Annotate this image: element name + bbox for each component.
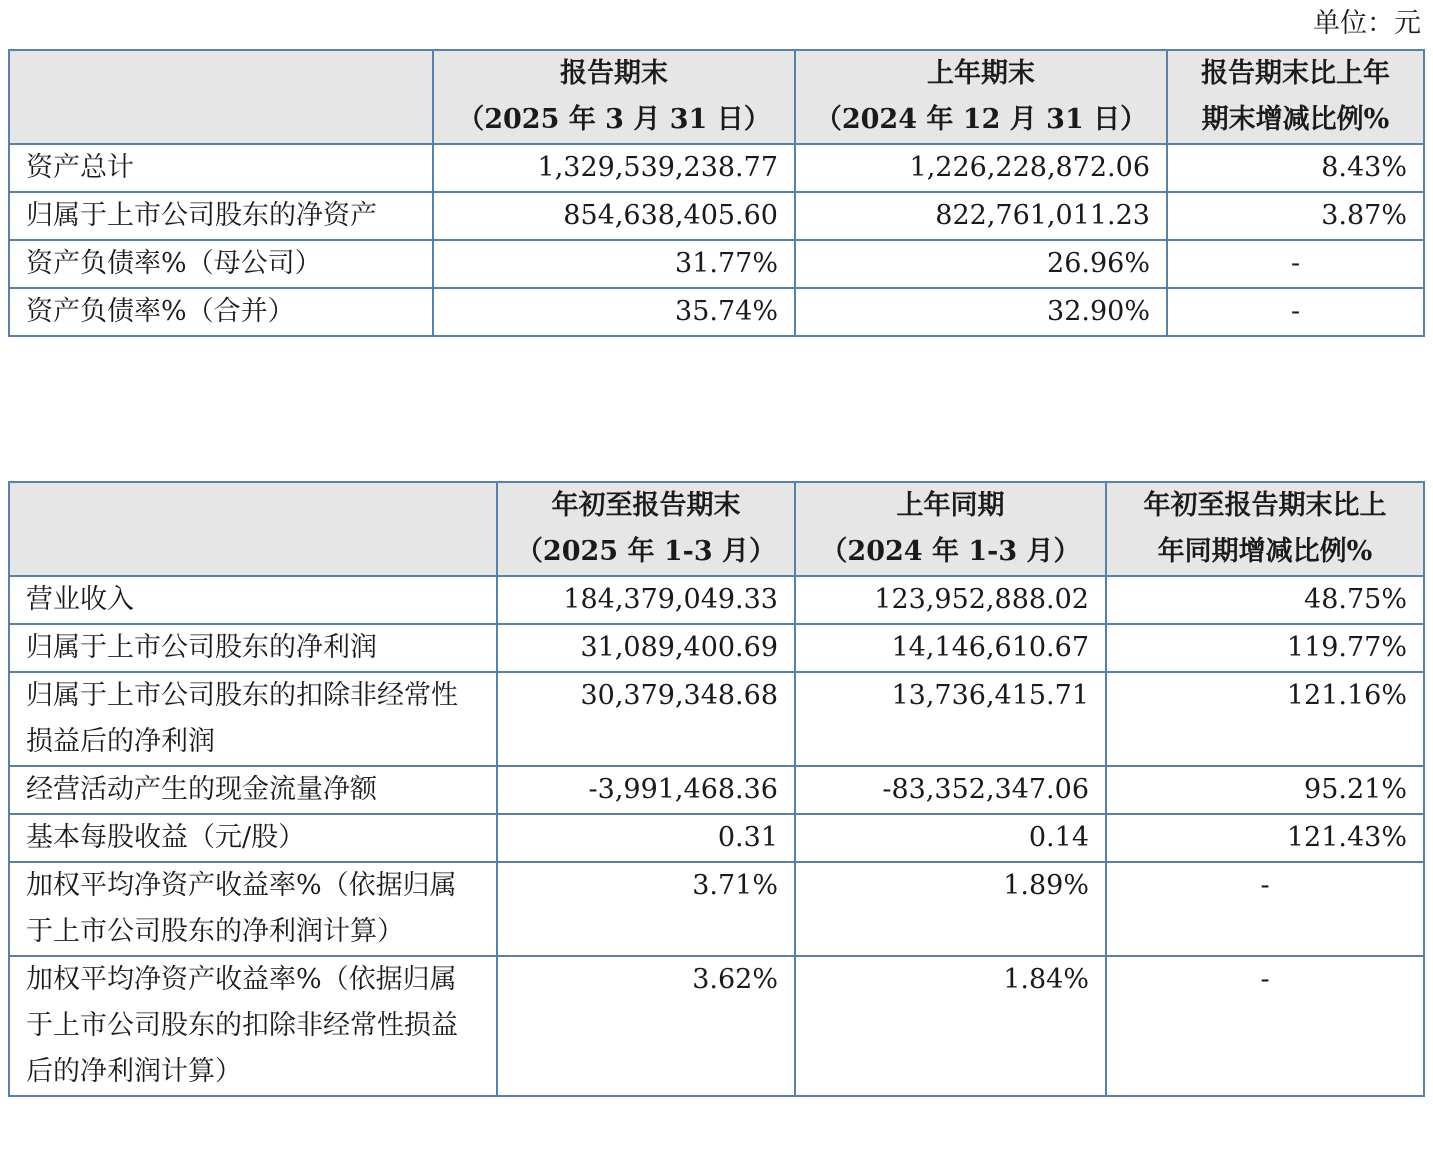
prior-value: 1.84% [795, 956, 1106, 1096]
prior-value: 822,761,011.23 [795, 192, 1167, 240]
table-row [9, 576, 1424, 624]
row-label: 资产负债率%（母公司） [9, 240, 433, 288]
table-row [9, 240, 1424, 288]
current-value: 854,638,405.60 [433, 192, 795, 240]
row-label: 营业收入 [9, 576, 497, 624]
change-value: 121.43% [1106, 814, 1424, 862]
change-value: 95.21% [1106, 766, 1424, 814]
row-label: 资产总计 [9, 144, 433, 192]
header-prior-period: 上年同期 （2024 年 1-3 月） [795, 482, 1106, 576]
unit-label: 单位：元 [1313, 8, 1421, 39]
change-value: - [1167, 240, 1424, 288]
row-label: 经营活动产生的现金流量净额 [9, 766, 497, 814]
table-row [9, 144, 1424, 192]
current-value: 3.71% [497, 862, 795, 956]
change-value: - [1106, 862, 1424, 956]
row-label: 归属于上市公司股东的净利润 [9, 624, 497, 672]
prior-value: 1,226,228,872.06 [795, 144, 1167, 192]
change-value: 8.43% [1167, 144, 1424, 192]
current-value: 30,379,348.68 [497, 672, 795, 766]
table-header-row [9, 482, 1424, 576]
header-change-ratio: 报告期末比上年 期末增减比例% [1167, 50, 1424, 144]
change-value: - [1167, 288, 1424, 336]
header-change-ratio: 年初至报告期末比上 年同期增减比例% [1106, 482, 1424, 576]
current-value: 3.62% [497, 956, 795, 1096]
header-prior-year-end: 上年期末 （2024 年 12 月 31 日） [795, 50, 1167, 144]
prior-value: -83,352,347.06 [795, 766, 1106, 814]
current-value: -3,991,468.36 [497, 766, 795, 814]
header-ytd: 年初至报告期末 （2025 年 1-3 月） [497, 482, 795, 576]
table-row [9, 192, 1424, 240]
table-row [9, 624, 1424, 672]
prior-value: 0.14 [795, 814, 1106, 862]
table-header-row [9, 50, 1424, 144]
change-value: 119.77% [1106, 624, 1424, 672]
table-row [9, 956, 1424, 1096]
current-value: 0.31 [497, 814, 795, 862]
prior-value: 1.89% [795, 862, 1106, 956]
prior-value: 26.96% [795, 240, 1167, 288]
table-row [9, 862, 1424, 956]
current-value: 31,089,400.69 [497, 624, 795, 672]
current-value: 31.77% [433, 240, 795, 288]
prior-value: 13,736,415.71 [795, 672, 1106, 766]
row-label: 归属于上市公司股东的扣除非经常性损益后的净利润 [9, 672, 497, 766]
row-label: 加权平均净资产收益率%（依据归属于上市公司股东的净利润计算） [9, 862, 497, 956]
income-summary-table [8, 481, 1425, 1097]
row-label: 资产负债率%（合并） [9, 288, 433, 336]
balance-summary-table [8, 49, 1425, 337]
header-blank [9, 482, 497, 576]
current-value: 184,379,049.33 [497, 576, 795, 624]
prior-value: 123,952,888.02 [795, 576, 1106, 624]
table-row [9, 288, 1424, 336]
table-row [9, 766, 1424, 814]
change-value: - [1106, 956, 1424, 1096]
change-value: 48.75% [1106, 576, 1424, 624]
change-value: 3.87% [1167, 192, 1424, 240]
row-label: 加权平均净资产收益率%（依据归属于上市公司股东的扣除非经常性损益后的净利润计算） [9, 956, 497, 1096]
change-value: 121.16% [1106, 672, 1424, 766]
prior-value: 32.90% [795, 288, 1167, 336]
table-row [9, 814, 1424, 862]
row-label: 基本每股收益（元/股） [9, 814, 497, 862]
row-label: 归属于上市公司股东的净资产 [9, 192, 433, 240]
current-value: 35.74% [433, 288, 795, 336]
header-period-end: 报告期末 （2025 年 3 月 31 日） [433, 50, 795, 144]
table-row [9, 672, 1424, 766]
current-value: 1,329,539,238.77 [433, 144, 795, 192]
prior-value: 14,146,610.67 [795, 624, 1106, 672]
header-blank [9, 50, 433, 144]
